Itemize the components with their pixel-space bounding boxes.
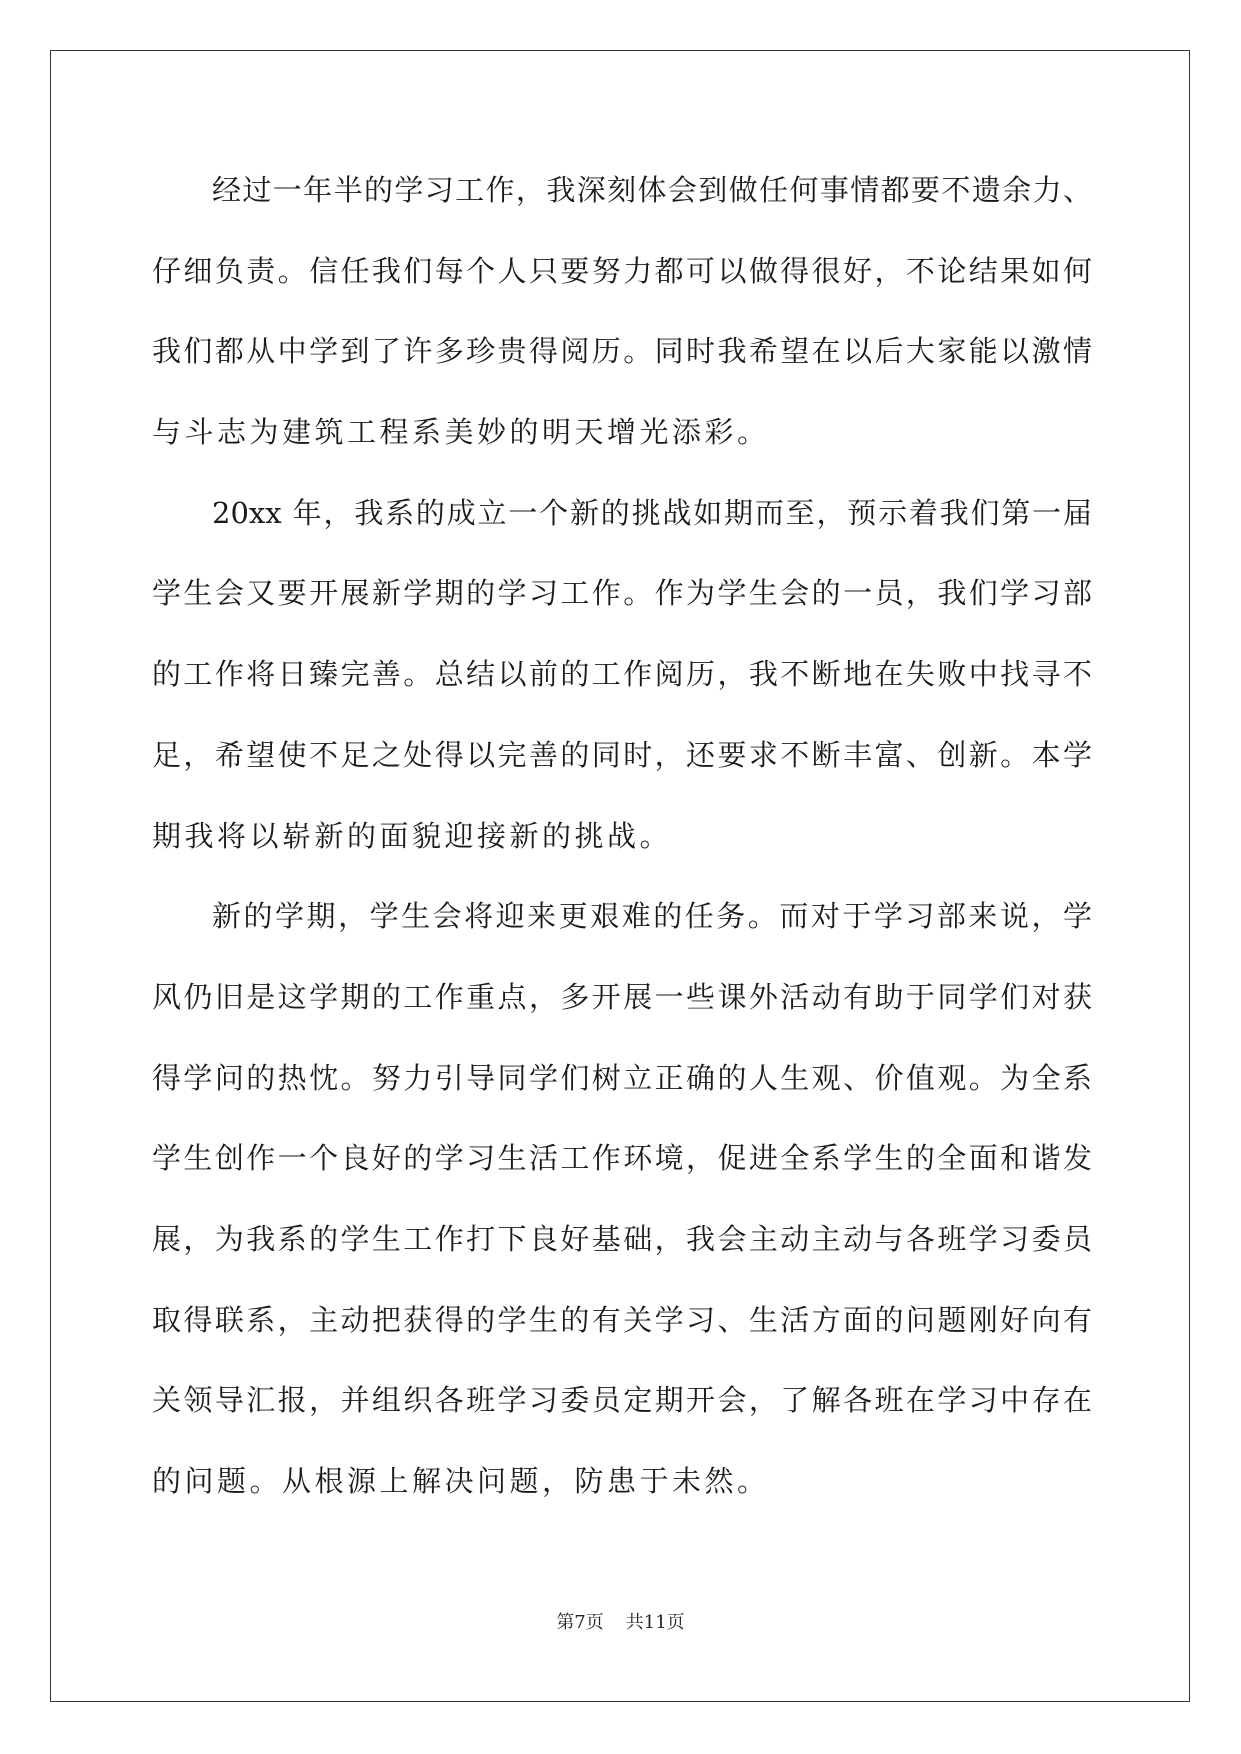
text-line: 与斗志为建筑工程系美妙的明天增光添彩。 [152,415,770,450]
paragraph-1 [152,150,1092,473]
text-line: 展，为我系的学生工作打下良好基础，我会主动主动与各班学习委员 [152,1221,1092,1256]
text-line: 经过一年半的学习工作，我深刻体会到做任何事情都要不遗余力、 [212,173,1092,207]
text-line: 取得联系，主动把获得的学生的有关学习、生活方面的问题刚好向有 [152,1302,1092,1337]
text-line: 得学问的热忱。努力引导同学们树立正确的人生观、价值观。为全系 [152,1060,1092,1095]
text-line: 学生创作一个良好的学习生活工作环境，促进全系学生的全面和谐发 [152,1141,1092,1176]
paragraph-3 [152,876,1092,1522]
paragraph-2 [152,473,1092,876]
text-line: 关领导汇报，并组织各班学习委员定期开会，了解各班在学习中存在 [152,1383,1092,1418]
text-line: 风仍旧是这学期的工作重点，多开展一些课外活动有助于同学们对获 [152,979,1092,1014]
text-line: 期我将以崭新的面貌迎接新的挑战。 [152,818,673,853]
page-total: 共11页 [625,1612,685,1633]
text-line: 学生会又要开展新学期的学习工作。作为学生会的一员，我们学习部 [152,576,1092,611]
text-line: 的工作将日臻完善。总结以前的工作阅历，我不断地在失败中找寻不 [152,657,1092,692]
text-line: 仔细负责。信任我们每个人只要努力都可以做得很好，不论结果如何 [152,253,1092,288]
page-number: 第7页 [556,1612,604,1633]
text-line: 足，希望使不足之处得以完善的同时，还要求不断丰富、创新。本学 [152,737,1092,772]
document-body [152,150,1092,1522]
text-line: 我们都从中学到了许多珍贵得阅历。同时我希望在以后大家能以激情 [152,334,1092,369]
text-line: 的问题。从根源上解决问题，防患于未然。 [152,1464,770,1498]
text-line: 20xx 年，我系的成立一个新的挑战如期而至，预示着我们第一届 [212,495,1092,530]
page-footer [0,1608,1241,1634]
text-line: 新的学期，学生会将迎来更艰难的任务。而对于学习部来说，学 [212,899,1092,934]
